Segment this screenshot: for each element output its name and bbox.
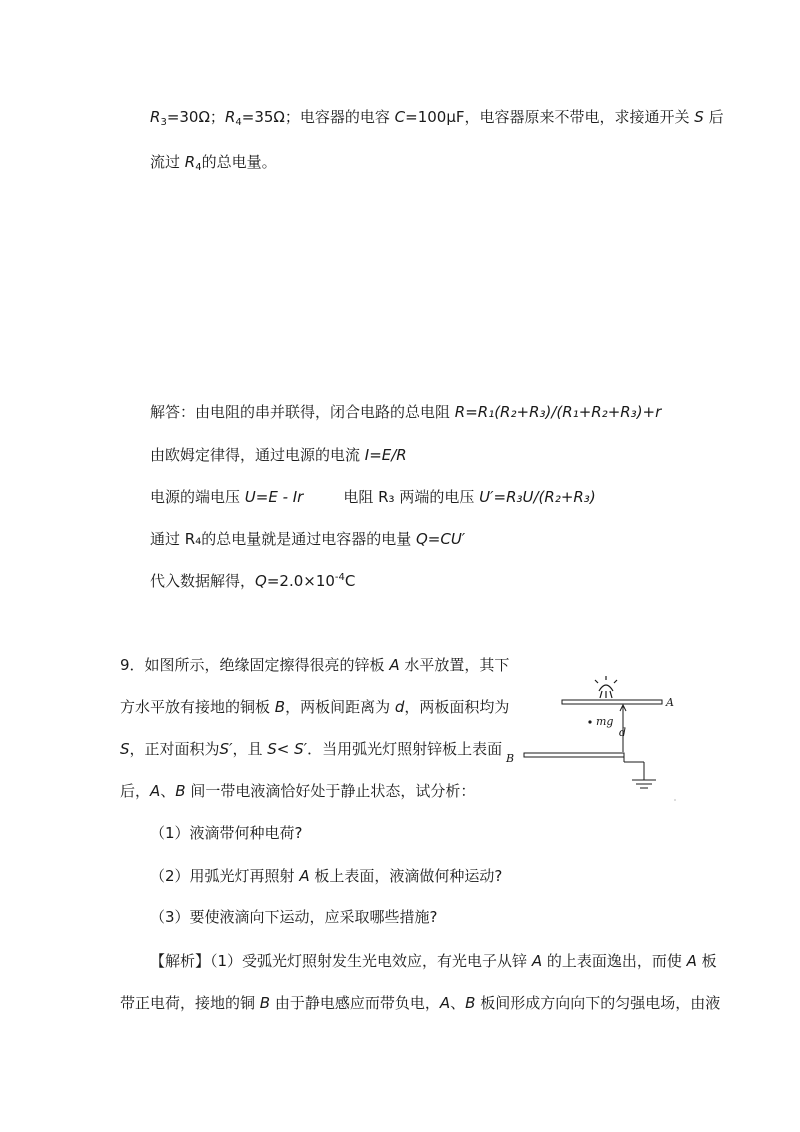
zinc-plate-a [562, 700, 662, 704]
copper-plate-b [524, 753, 624, 757]
problem9-line-2: 方水平放有接地的铜板 B，两板间距离为 d，两板面积均为 [120, 698, 510, 716]
solution-line-1: 解答：由电阻的串并联得，闭合电路的总电阻 R=R₁(R₂+R₃)/(R₁+R₂+R₃)+r [150, 403, 662, 421]
problem-intro-line-2: 流过 $R_4$的总电量。 [150, 153, 277, 173]
label-a: A [666, 696, 674, 709]
problem9-line-3: S，正对面积为S′，且 S< S′．当用弧光灯照射锌板上表面 [120, 740, 503, 758]
arc-lamp-icon [595, 676, 617, 698]
problem9-question-1: （1）液滴带何种电荷? [150, 824, 303, 842]
solution-line-5: 代入数据解得，$Q=2.0\times 10^{-4}C$ [150, 572, 356, 590]
plates-figure [496, 676, 692, 804]
solution-line-4: 通过 R₄的总电量就是通过电容器的电量 Q=CU′ [150, 530, 466, 548]
label-b: B [506, 752, 515, 765]
solution-line-3: 电源的端电压 U=E - Ir 电阻 R₃ 两端的电压 U′=R₃U/(R₂+R₃) [150, 488, 596, 506]
solution-line-2: 由欧姆定律得，通过电源的电流 I=E/R [150, 446, 407, 464]
analysis-line-2: 带正电荷，接地的铜 B 由于静电感应而带负电，A、B 板间形成方向向下的匀强电场，由液 [120, 994, 721, 1012]
problem9-question-3: （3）要使液滴向下运动，应采取哪些措施? [150, 908, 438, 926]
problem9-line-4: 后，A、B 间一带电液滴恰好处于静止状态，试分析： [120, 782, 476, 800]
droplet [588, 720, 591, 723]
label-d: d [619, 726, 627, 739]
ground-icon [624, 757, 656, 788]
analysis-line-1: 【解析】（1）受弧光灯照射发生光电效应，有光电子从锌 A 的上表面逸出，而使 A 板 [150, 952, 717, 970]
problem9-line-1: 9．如图所示，绝缘固定擦得很亮的锌板 A 水平放置，其下 [120, 656, 510, 674]
problem9-question-2: （2）用弧光灯再照射 A 板上表面，液滴做何种运动? [150, 867, 503, 885]
label-mg: mg [596, 715, 614, 728]
problem-intro-line-1: $R_3=30\Omega$；$R_4=35\Omega$；电容器的电容 C=100μF，电容器原来不带电，求接通开关 S 后 [150, 108, 724, 128]
